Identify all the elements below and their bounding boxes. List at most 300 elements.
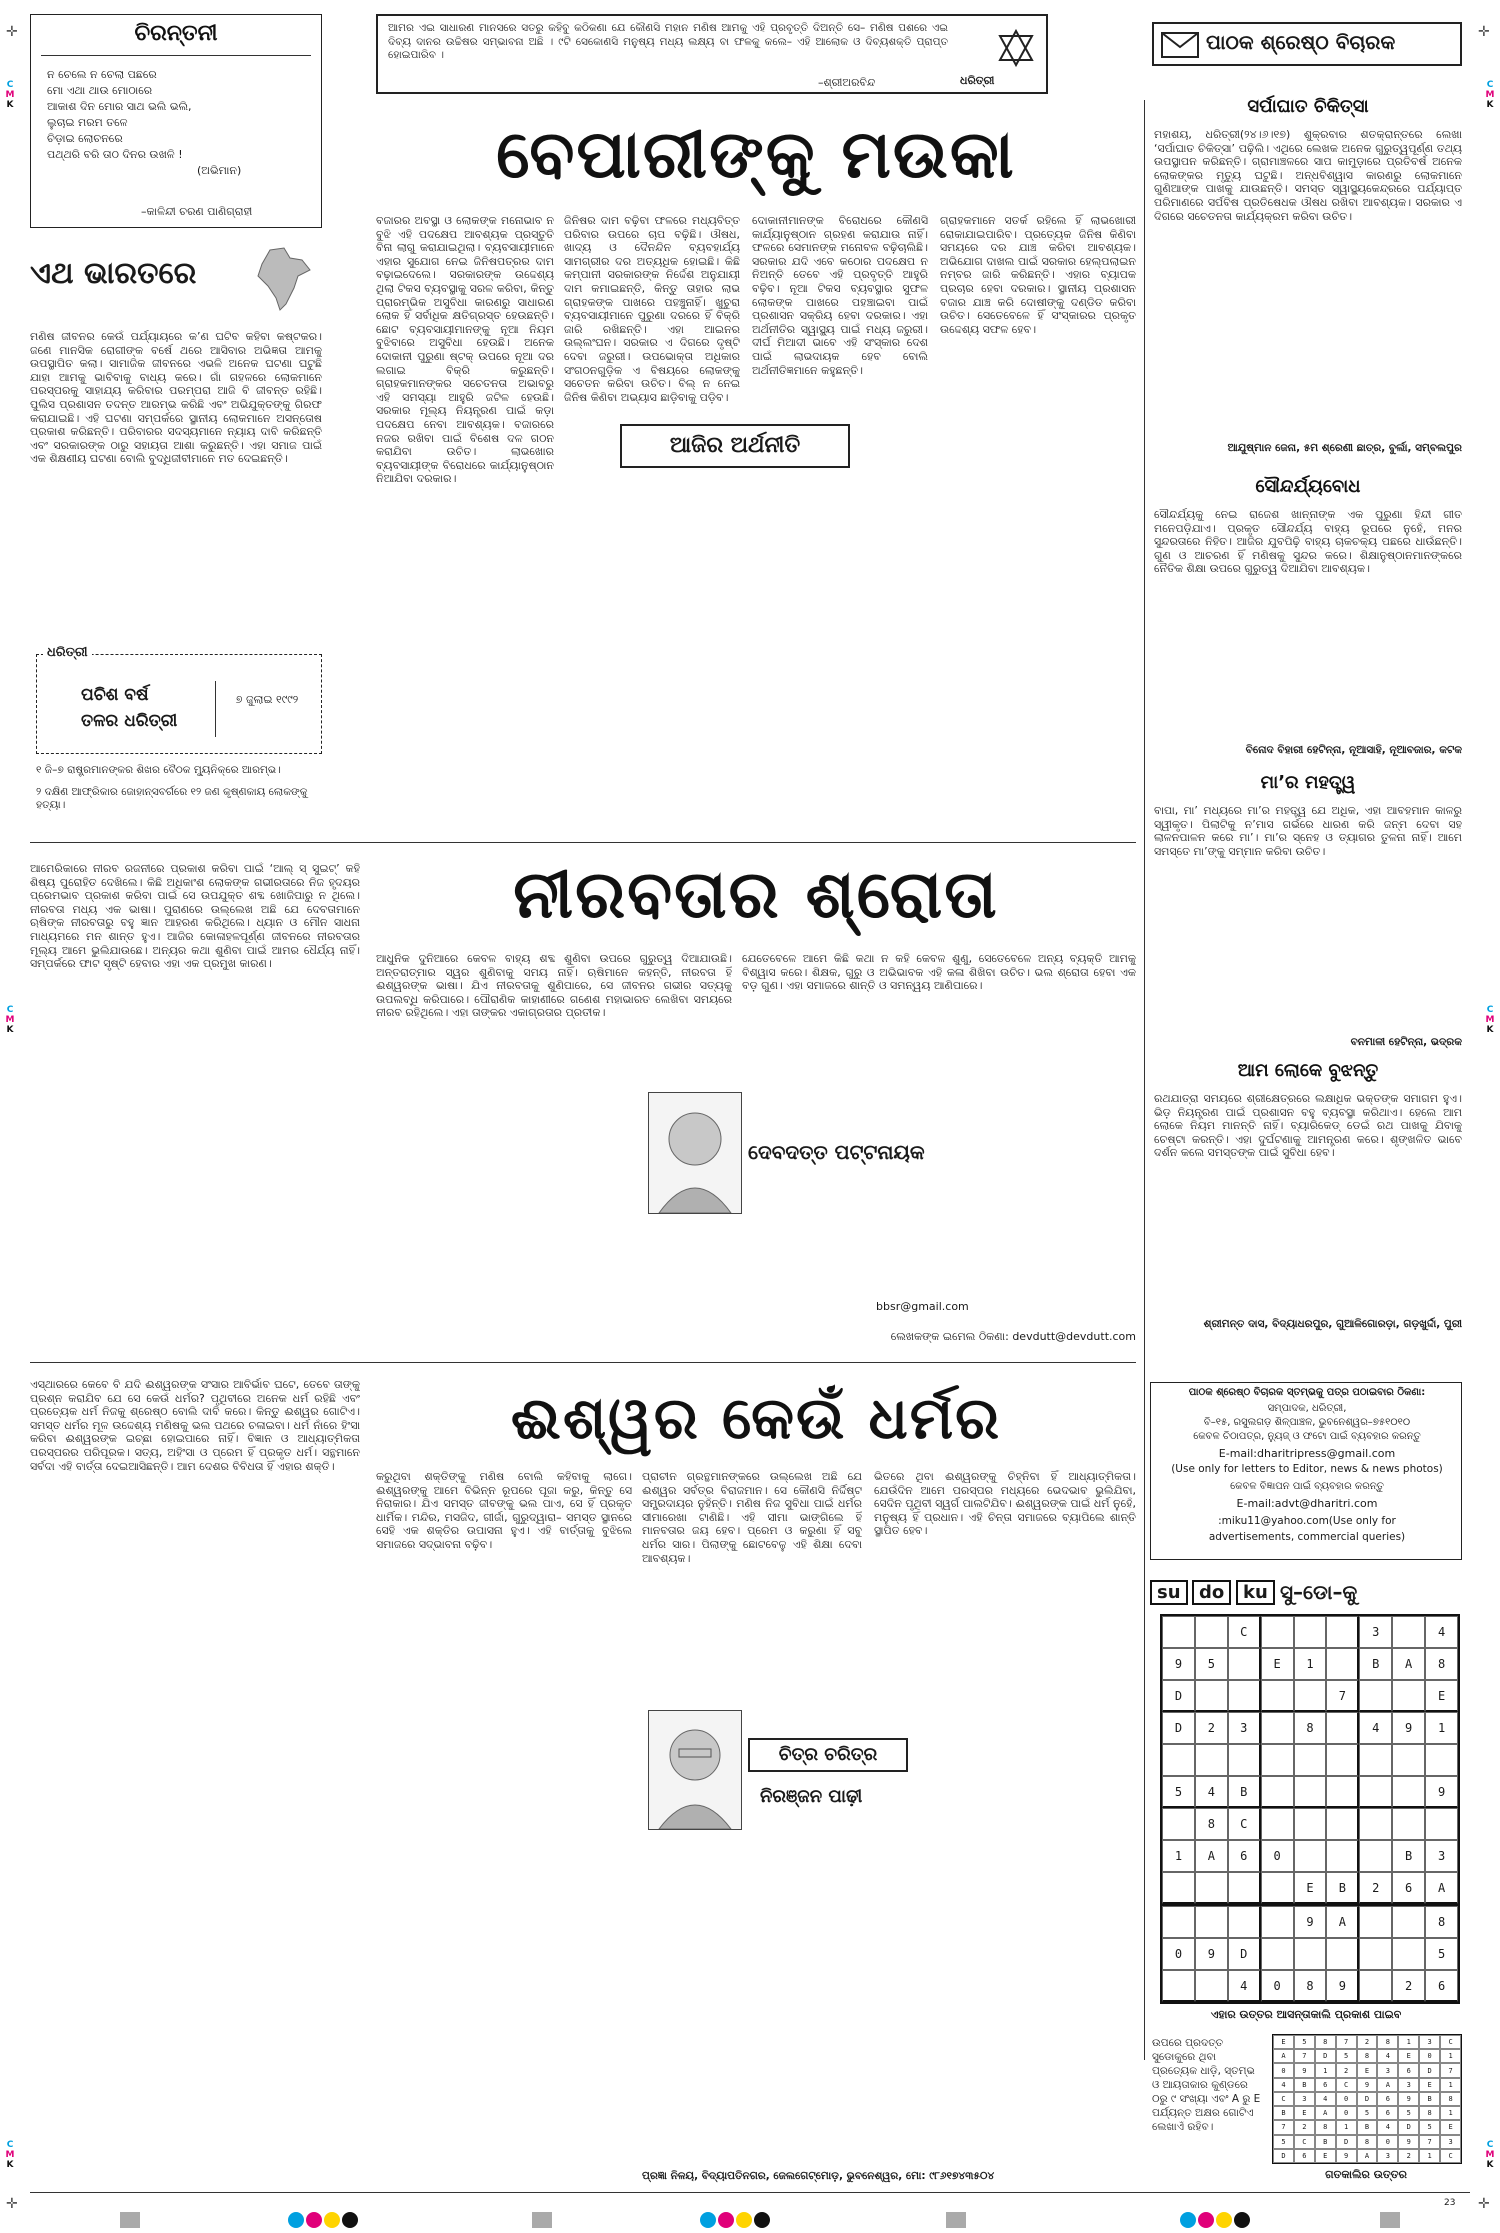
contact-line: ବି–୧୫, ରସୁଲଗଡ଼ ଶିଳ୍ପାଞ୍ଚଳ, ଭୁବନେଶ୍ୱର–୭୫୧୦୧୦	[1203, 1417, 1411, 1428]
sudoku-cell[interactable]: A	[1195, 1840, 1228, 1872]
answer-cell: 0	[1273, 2063, 1294, 2077]
sudoku-cell[interactable]: 4	[1425, 1616, 1458, 1648]
print-swatch	[1380, 2212, 1400, 2228]
sudoku-cell[interactable]: B	[1392, 1840, 1425, 1872]
answer-cell: 7	[1273, 2120, 1294, 2134]
answer-cell: 8	[1440, 2092, 1461, 2106]
answer-cell: 2	[1398, 2149, 1419, 2163]
section-divider	[30, 1362, 1136, 1363]
answer-cell: 8	[1419, 2106, 1440, 2120]
answer-cell: 2	[1336, 2063, 1357, 2077]
sudoku-cell[interactable]: 2	[1392, 1970, 1425, 2002]
sudoku-cell[interactable]: 8	[1425, 1906, 1458, 1938]
sudoku-cell[interactable]: 8	[1425, 1648, 1458, 1680]
sudoku-title	[1150, 1580, 1462, 1610]
answer-cell: 9	[1398, 2092, 1419, 2106]
sudoku-cell[interactable]	[1425, 1808, 1458, 1840]
sudoku-cell[interactable]: 6	[1392, 1872, 1425, 1904]
contact-email-2[interactable]: E-mail:advt@dharitri.com	[1236, 1497, 1378, 1510]
sudoku-cell[interactable]	[1392, 1744, 1425, 1776]
sudoku-cell[interactable]	[1425, 1744, 1458, 1776]
sudoku-cell[interactable]	[1392, 1680, 1425, 1712]
answer-cell: B	[1273, 2106, 1294, 2120]
answer-cell: E	[1294, 2106, 1315, 2120]
sudoku-cell[interactable]	[1228, 1744, 1261, 1776]
poem-source: (ଅଭିମାନ)	[197, 164, 242, 177]
sudoku-cell[interactable]	[1359, 1840, 1392, 1872]
sudoku-cell[interactable]	[1261, 1808, 1294, 1840]
poem-line: ଚିଡ଼ାଇ ଲୋଚନରେ	[47, 132, 123, 145]
sudoku-title-odia: ସୁ–ଡୋ–କୁ	[1280, 1580, 1358, 1604]
sudoku-grid[interactable]	[1160, 1614, 1460, 1906]
devdutt-author: ଦେବଦତ୍ତ ପଟ୍ଟନାୟକ	[748, 1140, 925, 1164]
answer-cell: 5	[1294, 2035, 1315, 2049]
sudoku-cell[interactable]	[1195, 1872, 1228, 1904]
answer-cell: 9	[1294, 2063, 1315, 2077]
headline-bepari: ବେପାରୀଙ୍କୁ ମଉକା	[496, 116, 1016, 193]
print-swatch	[946, 2212, 966, 2228]
sudoku-cell[interactable]: E	[1294, 1872, 1327, 1904]
sudoku-cell[interactable]	[1195, 1680, 1228, 1712]
sudoku-cell[interactable]	[1195, 1970, 1228, 2002]
devdutt-portrait	[648, 1092, 742, 1214]
poem-line: ପଥ୍ଥରି ବରି ତାଠ ଦିନର ଉଖଳି !	[47, 148, 183, 161]
answer-cell: D	[1357, 2092, 1378, 2106]
answer-cell: 6	[1294, 2149, 1315, 2163]
sudoku-cell[interactable]: A	[1392, 1648, 1425, 1680]
sudoku-cell[interactable]: 2	[1359, 1872, 1392, 1904]
sudoku-cell[interactable]	[1162, 1616, 1195, 1648]
sudoku-cell[interactable]: E	[1425, 1680, 1458, 1712]
sudoku-cell[interactable]	[1261, 1744, 1294, 1776]
sudoku-cell[interactable]	[1392, 1938, 1425, 1970]
sudoku-cell[interactable]	[1326, 1808, 1359, 1840]
sudoku-cell[interactable]	[1195, 1906, 1228, 1938]
sudoku-cell[interactable]: 6	[1228, 1840, 1261, 1872]
sudoku-cell[interactable]: 8	[1294, 1712, 1327, 1744]
answer-cell: 9	[1357, 2078, 1378, 2092]
letter1-signature: ଆଯୁଷ୍ମାନ ଜେନା, ୫ମ ଶ୍ରେଣୀ ଛାତ୍ର, ବୁର୍ଲା, ସମ୍ବଲପୁର	[1227, 442, 1462, 454]
magenta-swatch	[718, 2212, 734, 2228]
answer-cell: 8	[1315, 2035, 1336, 2049]
letter3-title: ମା’ର ମହତ୍ତ୍ୱ	[1260, 772, 1356, 793]
answer-cell: 4	[1315, 2092, 1336, 2106]
sudoku-cell[interactable]: B	[1228, 1776, 1261, 1808]
sudoku-cell[interactable]: 4	[1228, 1970, 1261, 2002]
article2-email-note: bbsr@gmail.com	[876, 1300, 969, 1313]
cyan-swatch	[1180, 2212, 1196, 2228]
quote-box	[376, 14, 1048, 94]
sudoku-cell[interactable]	[1294, 1776, 1327, 1808]
bharatare-body: ମଣିଷ ଜୀବନର କେଉଁ ପର୍ଯ୍ୟାୟରେ କ’ଣ ଘଟିବ କହିବା କଷ୍ଟକର। ଜଣେ ମାନସିକ ରୋଗୀଙ୍କ ବର୍ଷେ ଥରେ ଆସିବାର ଅଭିଜ୍ଞତା ଆମକୁ ଉପସ୍ଥାପିତ କଲା। ସାମାଜିକ ଜୀବନରେ ଏଭଳି ଅନେକ ଘଟଣା ଘଟୁଛି ଯାହା ଆମକୁ ଭାବିବାକୁ ବାଧ୍ୟ କରେ। ଗାଁ ଗହଳରେ ଲୋକମାନେ ପରସ୍ପରକୁ ସାହାଯ୍ୟ କରିବାର ପରମ୍ପରା ଆଜି ବି ଜୀବନ୍ତ ରହିଛି। ପୁଲିସ ପ୍ରଶାସନ ତଦନ୍ତ ଆରମ୍ଭ କରିଛି ଏବଂ ଅଭିଯୁକ୍ତଙ୍କୁ ଗିରଫ କରାଯାଇଛି। ଏହି ଘଟଣା ସମ୍ପର୍କରେ ସ୍ଥାନୀୟ ଲୋକମାନେ ଅସନ୍ତୋଷ ପ୍ରକାଶ କରିଛନ୍ତି। ପରିବାରର ସଦସ୍ୟମାନେ ନ୍ୟାୟ ଦାବି କରିଛନ୍ତି ଏବଂ ସରକାରଙ୍କ ଠାରୁ ସହାୟତା ଆଶା କରୁଛନ୍ତି। ଏହା ସମାଜ ପାଇଁ ଏକ ଶିକ୍ଷଣୀୟ ଘଟଣା ବୋଲି ବୁଦ୍ଧିଜୀବୀମାନେ ମତ ଦେଇଛନ୍ତି।	[30, 330, 322, 466]
answer-cell: B	[1294, 2078, 1315, 2092]
dharitri-logo-text: ଧରିତ୍ରୀ	[960, 74, 995, 87]
envelope-icon	[1160, 30, 1200, 60]
poem-box	[30, 14, 322, 228]
answer-cell: D	[1336, 2135, 1357, 2149]
sudoku-cell[interactable]	[1359, 1970, 1392, 2002]
niranjan-portrait	[648, 1710, 742, 1830]
sudoku-cell[interactable]: D	[1228, 1938, 1261, 1970]
cmk-marker: C M K	[1485, 1005, 1495, 1035]
answer-cell: 5	[1419, 2120, 1440, 2134]
answer-cell: 8	[1357, 2135, 1378, 2149]
answer-cell: 7	[1294, 2049, 1315, 2063]
answer-cell: 8	[1315, 2120, 1336, 2134]
answer-cell: 0	[1336, 2092, 1357, 2106]
answer-cell: 6	[1398, 2063, 1419, 2077]
sudoku-cell[interactable]: 9	[1326, 1970, 1359, 2002]
letter2-body: ସୌନ୍ଦର୍ଯ୍ୟକୁ ନେଇ ରାଜେଶ ଖାନ୍ନାଙ୍କ ଏକ ପୁରୁଣା ହିନ୍ଦୀ ଗୀତ ମନେପଡ଼ିଯାଏ। ପ୍ରକୃତ ସୌନ୍ଦର୍ଯ୍ୟ ବାହ୍ୟ ରୂପରେ ନୁହେଁ, ମନର ସୁନ୍ଦରତାରେ ନିହିତ। ଆଜିର ଯୁବପିଢ଼ି ବାହ୍ୟ ଚାକଚକ୍ୟ ପଛରେ ଧାଉଁଛନ୍ତି। ଗୁଣ ଓ ଆଚରଣ ହିଁ ମଣିଷକୁ ସୁନ୍ଦର କରେ। ଶିକ୍ଷାନୁଷ୍ଠାନମାନଙ୍କରେ ନୈତିକ ଶିକ୍ଷା ଉପରେ ଗୁରୁତ୍ୱ ଦିଆଯିବା ଆବଶ୍ୟକ।	[1154, 508, 1462, 576]
sudoku-cell[interactable]	[1195, 1744, 1228, 1776]
answer-cell: E	[1315, 2149, 1336, 2163]
sudoku-cell[interactable]	[1261, 1906, 1294, 1938]
niranjan-author: ନିରଞ୍ଜନ ପାଢ଼ୀ	[760, 1786, 863, 1807]
sudoku-cell[interactable]	[1359, 1938, 1392, 1970]
sudoku-cell[interactable]	[1326, 1744, 1359, 1776]
sudoku-cell[interactable]	[1294, 1680, 1327, 1712]
sudoku-cell[interactable]	[1261, 1872, 1294, 1904]
sudoku-cell[interactable]: 3	[1359, 1616, 1392, 1648]
answer-cell: E	[1419, 2078, 1440, 2092]
sudoku-cell[interactable]	[1326, 1712, 1359, 1744]
answer-cell: 5	[1336, 2049, 1357, 2063]
sudoku-cell[interactable]	[1392, 1616, 1425, 1648]
answer-cell: 4	[1377, 2049, 1398, 2063]
contact-email-3[interactable]: :miku11@yahoo.com(Use only for	[1218, 1515, 1396, 1527]
article3-footer: ପ୍ରଜ୍ଞା ନିଳୟ, ବିଦ୍ୟାପତିନଗର, ଜେଲଗେଟ୍‌ମୋଡ଼, ଭୁବନେଶ୍ୱର, ମୋ: ୯୮୬୧୭୪୩୫୦୪	[642, 2170, 995, 2182]
letter2-title: ସୌନ୍ଦର୍ଯ୍ୟବୋଧ	[1255, 476, 1361, 497]
chitra-charitra-label: ଚିତ୍ର ଚରିତ୍ର	[748, 1738, 908, 1772]
cyan-swatch	[288, 2212, 304, 2228]
answer-cell: 3	[1419, 2035, 1440, 2049]
sudoku-grid-extra[interactable]	[1160, 1904, 1460, 2004]
sudoku-cell[interactable]: C	[1228, 1616, 1261, 1648]
sudoku-cell[interactable]: 2	[1195, 1712, 1228, 1744]
registration-mark-top-left: ✛	[6, 24, 18, 40]
sudoku-cell[interactable]: 8	[1294, 1970, 1327, 2002]
contact-mid: କେବଳ ବିଜ୍ଞାପନ ପାଇଁ ବ୍ୟବହାର କରନ୍ତୁ	[1230, 1481, 1384, 1492]
answer-cell: B	[1315, 2135, 1336, 2149]
article1-col3: ଦୋକାନୀମାନଙ୍କ ବିରୋଧରେ କୌଣସି କାର୍ଯ୍ୟାନୁଷ୍ଠାନ ଗ୍ରହଣ କରାଯାଉ ନାହିଁ। ଫଳରେ ସେମାନଙ୍କ ମନୋବଳ ବଢ଼ିଚାଲିଛି। ସରକାର ଯଦି ଏବେ କଠୋର ପଦକ୍ଷେପ ନ ନିଅନ୍ତି ତେବେ ଏହି ପ୍ରବୃତ୍ତି ଆହୁରି ବଢ଼ିବ। ନୂଆ ଟିକସ ବ୍ୟବସ୍ଥାର ସୁଫଳ ଲୋକଙ୍କ ପାଖରେ ପହଞ୍ଚାଇବା ପାଇଁ ପ୍ରଶାସନ ସକ୍ରିୟ ହେବା ଦରକାର। ଏହା ଅର୍ଥନୀତିର ସ୍ୱାସ୍ଥ୍ୟ ପାଇଁ ମଧ୍ୟ ଜରୁରୀ। ଦୀର୍ଘ ମିଆଦୀ ଭାବେ ଏହି ସଂସ୍କାର ଦେଶ ପାଇଁ ଲାଭଦାୟକ ହେବ ବୋଲି ଅର୍ଥନୀତିଜ୍ଞମାନେ କହୁଛନ୍ତି।	[752, 214, 928, 377]
sudoku-cell[interactable]: A	[1425, 1872, 1458, 1904]
article2-col1: ଆମେରିକାରେ ନୀରବ ରଜନୀରେ ପ୍ରକାଶ କରିବା ପାଇଁ ‘ଆଲ୍ ସ୍ ସୁଇଟ୍’ କହି ଶିଷ୍ୟ ପୁରୋହିତ ଦେଖିଲେ। କିଛି ଅଧିକାଂଶ ଲୋକଙ୍କ ଗଭୀରତାରେ ନିଜ ହୃଦୟର ପ୍ରେମଭାବ ପ୍ରକାଶ କରିବା ପାଇଁ ସେ ଉପଯୁକ୍ତ ଶବ୍ଦ ଖୋଜିପାରୁ ନ ଥିଲେ। ନୀରବତା ମଧ୍ୟ ଏକ ଭାଷା। ପୁରାଣରେ ଉଲ୍ଲେଖ ଅଛି ଯେ ଦେବତାମାନେ ଋଷିଙ୍କ ନୀରବତାରୁ ବହୁ ଜ୍ଞାନ ଆହରଣ କରିଥିଲେ। ଧ୍ୟାନ ଓ ମୌନ ସାଧନା ମାଧ୍ୟମରେ ମନ ଶାନ୍ତ ହୁଏ। ଆଜିର କୋଳାହଳପୂର୍ଣ୍ଣ ଜୀବନରେ ନୀରବତାର ମୂଲ୍ୟ ଆମେ ଭୁଲିଯାଉଛେ। ଅନ୍ୟର କଥା ଶୁଣିବା ପାଇଁ ଆମର ଧୈର୍ଯ୍ୟ ନାହିଁ। ସମ୍ପର୍କରେ ଫାଟ ସୃଷ୍ଟି ହେବାର ଏହା ଏକ ପ୍ରମୁଖ କାରଣ।	[30, 862, 360, 971]
answer-cell: 7	[1336, 2035, 1357, 2049]
star-logo-icon	[996, 28, 1036, 68]
letter4-signature: ଶ୍ରୀମନ୍ତ ଦାସ, ବିଦ୍ୟାଧରପୁର, ଗୁଆଳିଗୋରଡ଼ା, ଗଡ଼ଖୁର୍ଦ୍ଦା, ପୁରୀ	[1203, 1318, 1462, 1330]
dharitri-25-years-box	[36, 645, 322, 754]
cmk-marker: C M K	[1485, 80, 1495, 110]
dharitri-tag: ଧରିତ୍ରୀ	[43, 645, 92, 660]
letter1-body: ମହାଶୟ, ଧରିତ୍ରୀ(୨୪।୬।୧୭) ଶୁକ୍ରବାର ଶତକ୍ରାନ୍ତରେ ଲେଖା ‘ସର୍ପାଘାତ ଚିକିତ୍ସା’ ପଢ଼ିଲି। ଏଥିରେ ଲେଖକ ଅନେକ ଗୁରୁତ୍ୱପୂର୍ଣ୍ଣ ତଥ୍ୟ ଉପସ୍ଥାପନ କରିଛନ୍ତି। ଗ୍ରାମାଞ୍ଚଳରେ ସାପ କାମୁଡ଼ାରେ ପ୍ରତିବର୍ଷ ଅନେକ ଲୋକଙ୍କର ମୃତ୍ୟୁ ଘଟୁଛି। ଅନ୍ଧବିଶ୍ୱାସ କାରଣରୁ ଲୋକମାନେ ଗୁଣିଆଙ୍କ ପାଖକୁ ଯାଉଛନ୍ତି। ସମସ୍ତ ସ୍ୱାସ୍ଥ୍ୟକେନ୍ଦ୍ରରେ ପର୍ଯ୍ୟାପ୍ତ ପରିମାଣରେ ସର୍ପବିଷ ପ୍ରତିଷେଧକ ଔଷଧ ରଖିବା ଆବଶ୍ୟକ। ସରକାର ଏ ଦିଗରେ ସଚେତନତା କାର୍ଯ୍ୟକ୍ରମ କରିବା ଉଚିତ।	[1154, 128, 1462, 223]
article2-col2: ଆଧୁନିକ ଦୁନିଆରେ କେବଳ ବାହ୍ୟ ଶବ୍ଦ ଶୁଣିବା ଉପରେ ଗୁରୁତ୍ୱ ଦିଆଯାଉଛି। ଅନ୍ତରାତ୍ମାର ସ୍ୱର ଶୁଣିବାକୁ ସମୟ ନାହିଁ। ଋଷିମାନେ କହନ୍ତି, ନୀରବତା ହିଁ ଈଶ୍ୱରଙ୍କ ଭାଷା। ଯିଏ ନୀରବତାକୁ ଶୁଣିପାରେ, ସେ ଜୀବନର ଗଭୀର ସତ୍ୟକୁ ଉପଲବ୍ଧି କରିପାରେ। ପୌରାଣିକ କାହାଣୀରେ ଗଣେଶ ମହାଭାରତ ଲେଖିବା ସମୟରେ ନୀରବ ରହିଥିଲେ। ଏହା ତାଙ୍କର ଏକାଗ୍ରତାର ପ୍ରତୀକ।	[376, 952, 732, 1020]
sudoku-cell[interactable]: 8	[1195, 1808, 1228, 1840]
sudoku-cell[interactable]	[1326, 1840, 1359, 1872]
sudoku-title-part: do	[1192, 1580, 1231, 1605]
letter2-signature: ବିନୋଦ ବିହାରୀ ହେଟିନ୍ନା, ନୂଆସାହି, ନୂଆବଜାର, କଟକ	[1245, 744, 1462, 756]
answer-cell: E	[1398, 2049, 1419, 2063]
answer-cell: 8	[1377, 2035, 1398, 2049]
sudoku-cell[interactable]: 9	[1425, 1776, 1458, 1808]
sudoku-cell[interactable]	[1294, 1616, 1327, 1648]
answer-cell: 3	[1377, 2149, 1398, 2163]
answer-cell: 2	[1357, 2035, 1378, 2049]
sudoku-cell[interactable]	[1294, 1808, 1327, 1840]
ajira-arthaniti-label: ଆଜିର ଅର୍ଥନୀତି	[620, 424, 850, 468]
bharatare-title	[30, 246, 322, 316]
answer-cell: 9	[1398, 2135, 1419, 2149]
contact-heading: ପାଠକ ଶ୍ରେଷ୍ଠ ବିଚାରକ ସ୍ତମ୍ଭକୁ ପତ୍ର ପଠାଇବାର ଠିକଣା:	[1188, 1387, 1426, 1398]
sudoku-cell[interactable]	[1162, 1970, 1195, 2002]
sudoku-cell[interactable]: 9	[1195, 1938, 1228, 1970]
sudoku-cell[interactable]	[1359, 1906, 1392, 1938]
magenta-swatch	[1198, 2212, 1214, 2228]
answer-cell: D	[1315, 2049, 1336, 2063]
sudoku-cell[interactable]	[1228, 1680, 1261, 1712]
answer-cell: A	[1273, 2049, 1294, 2063]
sudoku-cell[interactable]: 0	[1261, 1840, 1294, 1872]
poem-lines	[47, 67, 317, 179]
article3-col2: କରୁଥିବା ଶକ୍ତିଙ୍କୁ ମଣିଷ ବୋଲି କହିବାକୁ ଲାଗେ। ଈଶ୍ୱରଙ୍କୁ ଆମେ ବିଭିନ୍ନ ରୂପରେ ପୂଜା କରୁ, କିନ୍ତୁ ସେ ନିରାକାର। ଯିଏ ସମସ୍ତ ଜୀବଙ୍କୁ ଭଲ ପାଏ, ସେ ହିଁ ପ୍ରକୃତ ଧାର୍ମିକ। ମନ୍ଦିର, ମସଜିଦ, ଗୀର୍ଜା, ଗୁରୁଦ୍ୱାରା– ସମସ୍ତ ସ୍ଥାନରେ ସେହି ଏକ ଶକ୍ତିର ଉପାସନା ହୁଏ। ଏହି ବାର୍ତ୍ତାକୁ ବୁଝିଲେ ସମାଜରେ ସଦ୍ଭାବନା ବଢ଼ିବ।	[376, 1470, 632, 1551]
sudoku-cell[interactable]	[1162, 1808, 1195, 1840]
bharatare-heading: ଏଥ ଭାରତରେ	[30, 256, 197, 291]
quote-author: –ଶ୍ରୀଅରବିନ୍ଦ	[818, 76, 876, 89]
sudoku-cell[interactable]: 9	[1392, 1712, 1425, 1744]
black-swatch	[754, 2212, 770, 2228]
sudoku-cell[interactable]: 0	[1261, 1970, 1294, 2002]
25-years-date: ୭ ଜୁଲାଇ ୧୯୯୨	[235, 693, 299, 706]
reader-banner	[1152, 22, 1462, 66]
answer-cell: A	[1377, 2078, 1398, 2092]
sudoku-cell[interactable]	[1359, 1680, 1392, 1712]
sudoku-cell[interactable]	[1162, 1906, 1195, 1938]
answer-cell: C	[1440, 2149, 1461, 2163]
answer-cell: C	[1273, 2092, 1294, 2106]
article1-col2: ଜିନିଷର ଦାମ ବଢ଼ିବା ଫଳରେ ମଧ୍ୟବିତ୍ତ ପରିବାର ଉପରେ ଚାପ ବଢ଼ିଛି। ଔଷଧ, ଖାଦ୍ୟ ଓ ଦୈନନ୍ଦିନ ବ୍ୟବହାର୍ଯ୍ୟ ସାମଗ୍ରୀର ଦର ଅତ୍ୟଧିକ ହୋଇଛି। କିଛି କମ୍ପାନୀ ସରକାରଙ୍କ ନିର୍ଦ୍ଦେଶ ଅନୁଯାୟୀ ଦାମ କମାଇଛନ୍ତି, କିନ୍ତୁ ତାହାର ଲାଭ ଗ୍ରାହକଙ୍କ ପାଖରେ ପହଞ୍ଚୁନାହିଁ। ଖୁଚୁରା ବ୍ୟବସାୟୀମାନେ ପୁରୁଣା ଦରରେ ହିଁ ବିକ୍ରି ଜାରି ରଖିଛନ୍ତି। ଏହା ଆଇନର ଉଲ୍ଲଂଘନ। ସରକାର ଏ ଦିଗରେ ଦୃଷ୍ଟି ଦେବା ଜରୁରୀ। ଉପଭୋକ୍ତା ଅଧିକାର ସଂଗଠନଗୁଡ଼ିକ ଏ ବିଷୟରେ ଲୋକଙ୍କୁ ସଚେତନ କରିବା ଉଚିତ। ବିଲ୍ ନ ନେଇ ଜିନିଷ କିଣିବା ଅଭ୍ୟାସ ଛାଡ଼ିବାକୁ ପଡ଼ିବ।	[564, 214, 740, 404]
sudoku-cell[interactable]: B	[1359, 1648, 1392, 1680]
sudoku-cell[interactable]	[1261, 1680, 1294, 1712]
answer-cell: 1	[1336, 2120, 1357, 2134]
answer-cell: E	[1273, 2035, 1294, 2049]
sudoku-cell[interactable]: 3	[1425, 1840, 1458, 1872]
answer-cell: 1	[1398, 2035, 1419, 2049]
sudoku-cell[interactable]: 5	[1195, 1648, 1228, 1680]
sudoku-cell[interactable]: 6	[1425, 1970, 1458, 2002]
sudoku-cell[interactable]	[1392, 1906, 1425, 1938]
contact-box	[1150, 1382, 1462, 1560]
letter3-signature: ବନମାଳୀ ହେଟିନ୍ନା, ଭଦ୍ରକ	[1350, 1036, 1462, 1048]
sudoku-cell[interactable]	[1162, 1872, 1195, 1904]
answer-cell: 3	[1440, 2135, 1461, 2149]
poem-line: ଲୁଚାଇ ମରମ ତଳେ	[47, 116, 128, 129]
sudoku-cell[interactable]	[1326, 1616, 1359, 1648]
sudoku-cell[interactable]: 5	[1162, 1776, 1195, 1808]
author-photo-icon	[649, 1093, 741, 1213]
letter1-title: ସର୍ପାଘାତ ଚିକିତ୍ସା	[1247, 96, 1369, 117]
headline-ishwara: ଈଶ୍ୱର କେଉଁ ଧର୍ମର	[510, 1384, 1002, 1452]
answer-cell: 1	[1440, 2106, 1461, 2120]
print-swatch	[120, 2212, 140, 2228]
sudoku-cell[interactable]	[1294, 1938, 1327, 1970]
25-years-line1: ପଚିଶ ବର୍ଷ	[81, 685, 149, 705]
answer-cell: 3	[1377, 2063, 1398, 2077]
article3-col4: ଭିତରେ ଥିବା ଈଶ୍ୱରଙ୍କୁ ଚିହ୍ନିବା ହିଁ ଆଧ୍ୟାତ୍ମିକତା। ଯେଉଁଦିନ ଆମେ ପରସ୍ପର ମଧ୍ୟରେ ଭେଦଭାବ ଭୁଲିଯିବା, ସେଦିନ ପୃଥିବୀ ସ୍ୱର୍ଗ ପାଲଟିଯିବ। ଈଶ୍ୱରଙ୍କ ପାଇଁ ଧର୍ମ ନୁହେଁ, ମନୁଷ୍ୟ ହିଁ ପ୍ରଧାନ। ଏହି ଚିନ୍ତା ସମାଜରେ ବ୍ୟାପିଲେ ଶାନ୍ତି ସ୍ଥାପିତ ହେବ।	[874, 1470, 1136, 1538]
sudoku-cell[interactable]	[1294, 1744, 1327, 1776]
25-years-item: ୧ ଜି–୭ ରାଷ୍ଟ୍ରମାନଙ୍କର ଶିଖର ବୈଠକ ମ୍ୟୁନିକ୍‌ରେ ଆରମ୍ଭ।	[36, 764, 281, 776]
sudoku-cell[interactable]: 4	[1195, 1776, 1228, 1808]
sudoku-cell[interactable]	[1326, 1648, 1359, 1680]
sudoku-next-note: ଏହାର ଉତ୍ତର ଆସନ୍ତାକାଲି ପ୍ରକାଶ ପାଇବ	[1210, 2008, 1402, 2021]
sudoku-cell[interactable]: 4	[1359, 1712, 1392, 1744]
poem-line: ନ ଚେଲେ ନ ଚେଲା ପଛରେ	[47, 68, 157, 81]
sudoku-cell[interactable]	[1326, 1938, 1359, 1970]
sudoku-cell[interactable]	[1326, 1776, 1359, 1808]
yellow-swatch	[324, 2212, 340, 2228]
sudoku-rules: ଉପରେ ପ୍ରଦତ୍ତ ସୁଡୋକୁରେ ଥିବା ପ୍ରତ୍ୟେକ ଧାଡ଼ି, ସ୍ତମ୍ଭ ଓ ଆୟତାକାର କୁଣ୍ଡରେ ୦ରୁ ୯ ସଂଖ୍ୟା ଏବଂ A ରୁ E ପର୍ଯ୍ୟନ୍ତ ଅକ୍ଷର ଗୋଟିଏ ଲେଖାଏଁ ରହିବ।	[1152, 2037, 1261, 2133]
headline-neerabata: ନୀରବତାର ଶ୍ରୋତା	[513, 856, 999, 933]
answer-cell: C	[1294, 2135, 1315, 2149]
letter4-title: ଆମ ଲୋକେ ବୁଝନ୍ତୁ	[1237, 1060, 1379, 1081]
cmk-marker: C M K	[5, 80, 15, 110]
answer-cell: 3	[1294, 2092, 1315, 2106]
sudoku-cell[interactable]	[1392, 1776, 1425, 1808]
answer-cell: 4	[1273, 2078, 1294, 2092]
section-divider	[30, 842, 1136, 843]
author-photo-icon	[649, 1711, 741, 1829]
magenta-swatch	[306, 2212, 322, 2228]
sudoku-cell[interactable]	[1228, 1872, 1261, 1904]
sudoku-cell[interactable]	[1228, 1906, 1261, 1938]
answer-cell: 4	[1377, 2120, 1398, 2134]
sudoku-cell[interactable]	[1261, 1938, 1294, 1970]
sudoku-cell[interactable]: 1	[1294, 1648, 1327, 1680]
answer-cell: D	[1398, 2120, 1419, 2134]
sudoku-cell[interactable]: C	[1228, 1808, 1261, 1840]
sudoku-cell[interactable]	[1261, 1776, 1294, 1808]
black-swatch	[342, 2212, 358, 2228]
sudoku-cell[interactable]	[1359, 1808, 1392, 1840]
answer-cell: 8	[1357, 2049, 1378, 2063]
poem-line: ମୋ ଏଥା ଥାଉ ମୋଠାରେ	[47, 84, 153, 97]
cmk-marker: C M K	[5, 2140, 15, 2170]
contact-email-1[interactable]: E-mail:dharitripress@gmail.com	[1218, 1447, 1396, 1460]
sudoku-cell[interactable]	[1261, 1712, 1294, 1744]
yellow-swatch	[1216, 2212, 1232, 2228]
article2-footer: ଲେଖକଙ୍କ ଇମେଲ ଠିକଣା: devdutt@devdutt.com	[890, 1330, 1136, 1343]
answer-cell: 7	[1419, 2135, 1440, 2149]
registration-mark-top-right: ✛	[1478, 24, 1490, 40]
column-rule	[1144, 100, 1145, 2060]
section-divider	[30, 2192, 1470, 2193]
answer-cell: 1	[1315, 2063, 1336, 2077]
answer-cell: B	[1357, 2120, 1378, 2134]
sudoku-cell[interactable]	[1392, 1808, 1425, 1840]
sudoku-cell[interactable]: 9	[1294, 1906, 1327, 1938]
sudoku-answer-grid	[1272, 2034, 1462, 2164]
answer-cell: C	[1440, 2035, 1461, 2049]
sudoku-cell[interactable]: 7	[1326, 1680, 1359, 1712]
sudoku-cell[interactable]: D	[1162, 1712, 1195, 1744]
answer-cell: C	[1336, 2078, 1357, 2092]
sudoku-cell[interactable]	[1162, 1744, 1195, 1776]
contact-line: କେବଳ ଚିଠାପତ୍ର, ନ୍ୟୁଜ୍ ଓ ଫଟୋ ପାଇଁ ବ୍ୟବହାର କରନ୍ତୁ	[1193, 1431, 1421, 1442]
sudoku-cell[interactable]	[1359, 1744, 1392, 1776]
answer-cell: 7	[1440, 2063, 1461, 2077]
answer-cell: E	[1357, 2063, 1378, 2077]
sudoku-cell[interactable]: 0	[1162, 1938, 1195, 1970]
sudoku-cell[interactable]	[1359, 1776, 1392, 1808]
yellow-swatch	[736, 2212, 752, 2228]
answer-cell: 1	[1440, 2049, 1461, 2063]
article3-col3: ପ୍ରାଚୀନ ଗ୍ରନ୍ଥମାନଙ୍କରେ ଉଲ୍ଲେଖ ଅଛି ଯେ ଈଶ୍ୱର ସର୍ବତ୍ର ବିରାଜମାନ। ସେ କୌଣସି ନିର୍ଦ୍ଦିଷ୍ଟ ସମ୍ପ୍ରଦାୟର ନୁହଁନ୍ତି। ମଣିଷ ନିଜ ସୁବିଧା ପାଇଁ ଧର୍ମର ସୀମାରେଖା ଟାଣିଛି। ଏହି ସୀମା ଭାଙ୍ଗିଲେ ହିଁ ମାନବତାର ଜୟ ହେବ। ପ୍ରେମ ଓ କରୁଣା ହିଁ ସବୁ ଧର୍ମର ସାର। ପିଲାଙ୍କୁ ଛୋଟବେଳୁ ଏହି ଶିକ୍ଷା ଦେବା ଆବଶ୍ୟକ।	[642, 1470, 862, 1565]
sudoku-cell[interactable]: D	[1162, 1680, 1195, 1712]
sudoku-cell[interactable]: A	[1326, 1906, 1359, 1938]
answer-cell: 0	[1336, 2106, 1357, 2120]
article2-col3: ଯେତେବେଳେ ଆମେ କିଛି କଥା ନ କହି କେବଳ ଶୁଣୁ, ସେତେବେଳେ ଅନ୍ୟ ବ୍ୟକ୍ତି ଆମକୁ ବିଶ୍ୱାସ କରେ। ଶିକ୍ଷକ, ଗୁରୁ ଓ ଅଭିଭାବକ ଏହି କଳା ଶିଖିବା ଉଚିତ। ଭଲ ଶ୍ରୋତା ହେବା ଏକ ବଡ଼ ଗୁଣ। ଏହା ସମାଜରେ ଶାନ୍ତି ଓ ସମନ୍ୱୟ ଆଣିପାରେ।	[742, 952, 1136, 993]
registration-mark-bottom-right: ✛	[1478, 2196, 1490, 2212]
cmk-marker: C M K	[5, 1005, 15, 1035]
answer-cell: 2	[1294, 2120, 1315, 2134]
sudoku-title-part: su	[1150, 1580, 1188, 1605]
contact-note-2: advertisements, commercial queries)	[1208, 1531, 1406, 1543]
25-years-item: ୨ ଦକ୍ଷିଣ ଆଫ୍ରିକାର ଜୋହାନ୍ସବର୍ଗରେ ୧୨ ଜଣ କୃଷ୍ଣକାୟ ଲୋକଙ୍କୁ ହତ୍ୟା।	[36, 786, 308, 811]
answer-cell: 5	[1398, 2106, 1419, 2120]
contact-line: ସମ୍ପାଦକ, ଧରିତ୍ରୀ,	[1267, 1403, 1347, 1414]
letter4-body: ରଥଯାତ୍ରା ସମୟରେ ଶ୍ରୀକ୍ଷେତ୍ରରେ ଲକ୍ଷାଧିକ ଭକ୍ତଙ୍କ ସମାଗମ ହୁଏ। ଭିଡ଼ ନିୟନ୍ତ୍ରଣ ପାଇଁ ପ୍ରଶାସନ ବହୁ ବ୍ୟବସ୍ଥା କରିଥାଏ। ହେଲେ ଆମ ଲୋକେ ନିୟମ ମାନନ୍ତି ନାହିଁ। ବ୍ୟାରିକେଡ୍ ଡେଇଁ ରଥ ପାଖକୁ ଯିବାକୁ ଚେଷ୍ଟା କରନ୍ତି। ଏହା ଦୁର୍ଘଟଣାକୁ ଆମନ୍ତ୍ରଣ କରେ। ଶୃଙ୍ଖଳିତ ଭାବେ ଦର୍ଶନ କଲେ ସମସ୍ତଙ୍କ ପାଇଁ ସୁବିଧା ହେବ।	[1154, 1092, 1462, 1160]
answer-cell: 1	[1440, 2078, 1461, 2092]
answer-cell: 3	[1398, 2078, 1419, 2092]
sudoku-cell[interactable]: 1	[1425, 1712, 1458, 1744]
divider	[215, 681, 216, 737]
sudoku-cell[interactable]: 5	[1425, 1938, 1458, 1970]
answer-cell: 0	[1377, 2135, 1398, 2149]
sudoku-cell[interactable]: 3	[1228, 1712, 1261, 1744]
sudoku-cell[interactable]	[1228, 1648, 1261, 1680]
25-years-line2: ତଳର ଧରିତ୍ରୀ	[81, 711, 178, 731]
answer-cell: 6	[1377, 2106, 1398, 2120]
answer-cell: 5	[1357, 2106, 1378, 2120]
sudoku-cell[interactable]	[1261, 1616, 1294, 1648]
answer-cell: D	[1419, 2063, 1440, 2077]
poem-line: ଆକାଶ ଦିନ ମୋର ସାଥ ଭଲି ଭଲି,	[47, 100, 192, 113]
answer-cell: A	[1315, 2106, 1336, 2120]
poem-title: ଚିରନ୍ତନୀ	[134, 21, 218, 46]
black-swatch	[1234, 2212, 1250, 2228]
sudoku-answer-label: ଗତକାଲିର ଉତ୍ତର	[1325, 2168, 1407, 2181]
sudoku-cell[interactable]	[1294, 1840, 1327, 1872]
sudoku-cell[interactable]	[1195, 1616, 1228, 1648]
sudoku-cell[interactable]: 1	[1162, 1840, 1195, 1872]
sudoku-cell[interactable]: E	[1261, 1648, 1294, 1680]
registration-mark-bottom-left: ✛	[6, 2196, 18, 2212]
sudoku-cell[interactable]: 9	[1162, 1648, 1195, 1680]
letter3-body: ବାପା, ମା’ ମଧ୍ୟରେ ମା’ର ମହତ୍ତ୍ୱ ଯେ ଅଧିକ, ଏହା ଆବହମାନ କାଳରୁ ସ୍ୱୀକୃତ। ପିଲାଟିକୁ ନ’ମାସ ଗର୍ଭରେ ଧାରଣ କରି ଜନ୍ମ ଦେବା ସହ ଲାଳନପାଳନ କରେ ମା’। ମା’ର ସ୍ନେହ ଓ ତ୍ୟାଗର ତୁଳନା ନାହିଁ। ଆମେ ସମସ୍ତେ ମା’ଙ୍କୁ ସମ୍ମାନ କରିବା ଉଚିତ।	[1154, 804, 1462, 858]
page-number: 23	[1444, 2198, 1456, 2208]
answer-cell: D	[1273, 2149, 1294, 2163]
answer-cell: 5	[1273, 2135, 1294, 2149]
cyan-swatch	[700, 2212, 716, 2228]
sudoku-cell[interactable]: B	[1326, 1872, 1359, 1904]
sudoku-title-part: ku	[1236, 1580, 1275, 1605]
quote-text: ଆମର ଏଇ ସାଧାରଣ ମାନସରେ ସତରୁ କହିବୁ କଠିକଣା ଯେ କୌଣସି ମହାନ ମଣିଷ ଆମକୁ ଏହି ପ୍ରବୃତ୍ତି ଦିଅନ୍ତି ସେ– ମଣିଷ ପଶରେ ଏଇ ଦିବ୍ୟ ଦାନର ଉଚ୍ଚିଷର ସମ୍ଭାବନା ଅଛି । ୯ଟି ସେକୋଣସି ମନୁଷ୍ୟ ମଧ୍ୟ ଲକ୍ଷ୍ୟ ବା ଫଳକୁ କଲେ– ଏହି ଆଲୋକ ଓ ଦିବ୍ୟଶକ୍ତି ପ୍ରାପ୍ତ ହୋଇପାରିବ ।	[388, 22, 948, 62]
print-swatch	[532, 2212, 552, 2228]
answer-cell: B	[1419, 2092, 1440, 2106]
answer-cell: 9	[1336, 2149, 1357, 2163]
answer-cell: 6	[1315, 2078, 1336, 2092]
poem-author: –କାଳିନ୍ଦୀ ଚରଣ ପାଣିଗ୍ରାହୀ	[141, 205, 253, 218]
article1-col1: ବଜାରର ଅବସ୍ଥା ଓ ଲୋକଙ୍କ ମନୋଭାବ ନ ବୁଝି ଏହି ପଦକ୍ଷେପ ଆବଶ୍ୟକ ପ୍ରସ୍ତୁତି ବିନା ଲାଗୁ କରାଯାଇଥିଲା। ବ୍ୟବସାୟୀମାନେ ଏହାର ସୁଯୋଗ ନେଇ ଜିନିଷପତ୍ରର ଦାମ ବଢ଼ାଇଦେଲେ। ସରକାରଙ୍କ ଉଦ୍ଦେଶ୍ୟ ଥିଲା ଟିକସ ବ୍ୟବସ୍ଥାକୁ ସରଳ କରିବା, କିନ୍ତୁ ପ୍ରାରମ୍ଭିକ ଅସୁବିଧା କାରଣରୁ ସାଧାରଣ ଲୋକ ହିଁ ସର୍ବାଧିକ କ୍ଷତିଗ୍ରସ୍ତ ହେଉଛନ୍ତି। ଛୋଟ ବ୍ୟବସାୟୀମାନଙ୍କୁ ନୂଆ ନିୟମ ବୁଝିବାରେ ଅସୁବିଧା ହେଉଛି। ଅନେକ ଦୋକାନୀ ପୁରୁଣା ଷ୍ଟକ୍ ଉପରେ ନୂଆ ଦର ଲଗାଇ ବିକ୍ରି କରୁଛନ୍ତି। ଗ୍ରାହକମାନଙ୍କର ସଚେତନତା ଅଭାବରୁ ଏହି ସମସ୍ୟା ଆହୁରି ଜଟିଳ ହେଉଛି। ସରକାର ମୂଲ୍ୟ ନିୟନ୍ତ୍ରଣ ପାଇଁ କଡ଼ା ପଦକ୍ଷେପ ନେବା ଆବଶ୍ୟକ। ବଜାରରେ ନଜର ରଖିବା ପାଇଁ ବିଶେଷ ଦଳ ଗଠନ କରାଯିବା ଉଚିତ। ଲାଭଖୋର ବ୍ୟବସାୟୀଙ୍କ ବିରୋଧରେ କାର୍ଯ୍ୟାନୁଷ୍ଠାନ ନିଆଯିବା ଦରକାର।	[376, 214, 554, 486]
cmk-marker: C M K	[1485, 2140, 1495, 2170]
